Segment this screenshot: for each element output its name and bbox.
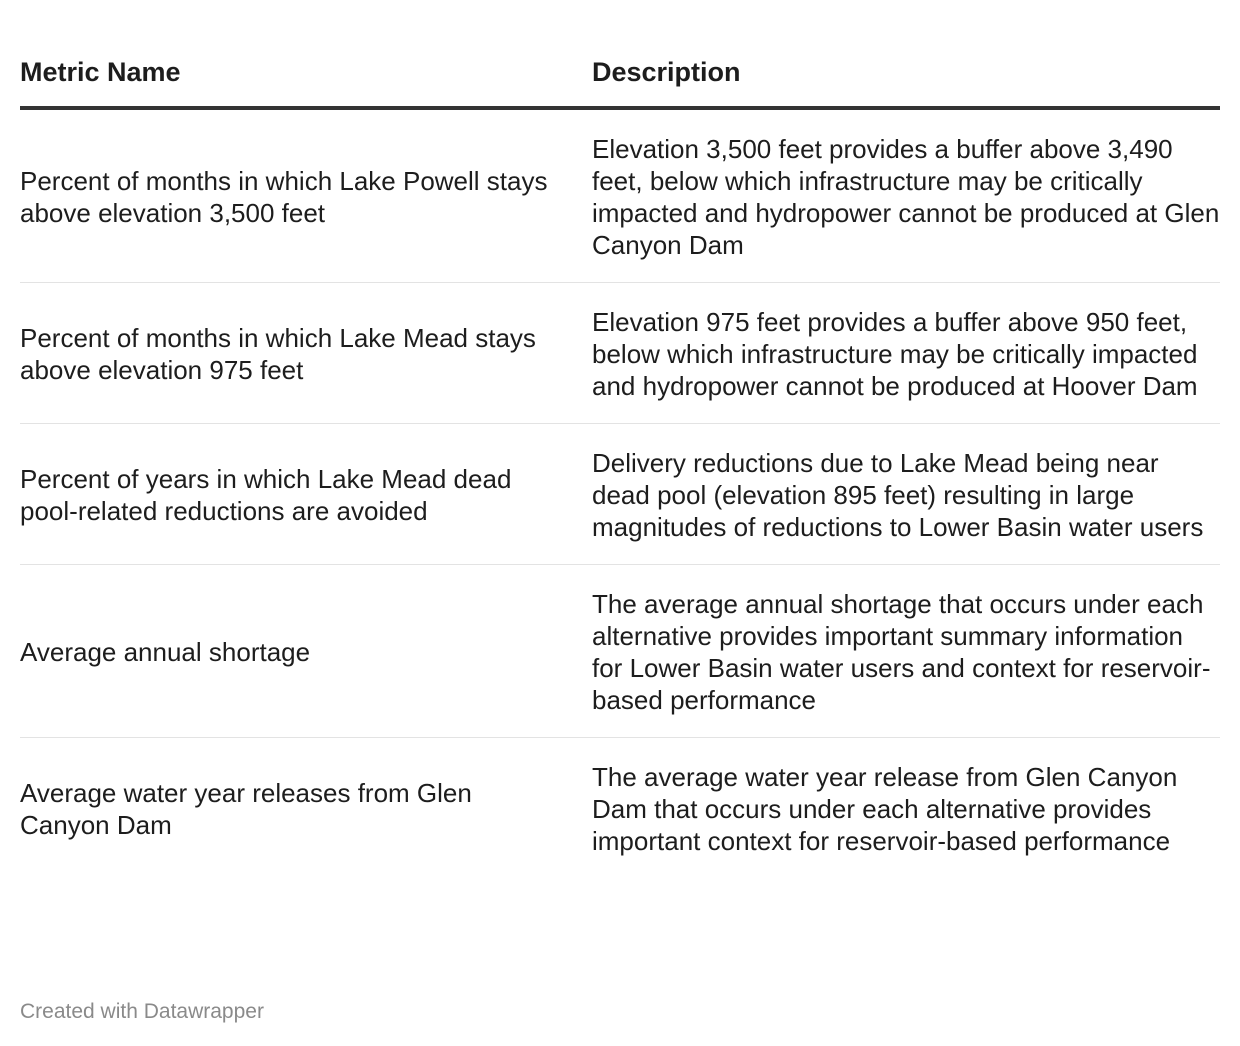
header-metric-name[interactable]: Metric Name xyxy=(20,0,592,108)
table-header xyxy=(20,0,1220,108)
description-cell: Elevation 3,500 feet provides a buffer above 3,490 feet, below which infrastructure may be critically impacted and hydropower cannot be produced at Glen Canyon Dam xyxy=(592,108,1220,283)
description-cell: Elevation 975 feet provides a buffer above 950 feet, below which infrastructure may be critically impacted and hydropower cannot be produced at Hoover Dam xyxy=(592,283,1220,424)
metric-cell: Percent of months in which Lake Powell stays above elevation 3,500 feet xyxy=(20,108,592,283)
table-body xyxy=(20,108,1220,878)
table-row xyxy=(20,565,1220,738)
table-row xyxy=(20,424,1220,565)
table-row xyxy=(20,283,1220,424)
description-cell: Delivery reductions due to Lake Mead being near dead pool (elevation 895 feet) resulting in large magnitudes of reductions to Lower Basin water users xyxy=(592,424,1220,565)
datawrapper-credit: Created with Datawrapper xyxy=(20,1000,264,1023)
metric-cell: Average water year releases from Glen Canyon Dam xyxy=(20,778,472,840)
header-row xyxy=(20,0,1220,108)
metric-cell: Average annual shortage xyxy=(20,565,592,738)
description-cell: The average water year release from Glen Canyon Dam that occurs under each alternative provides important context for reservoir-based performance xyxy=(592,762,1178,856)
table-row xyxy=(20,738,1220,879)
description-cell: The average annual shortage that occurs under each alternative provides important summary information for Lower Basin water users and context for reservoir-based performance xyxy=(592,565,1220,738)
table-container xyxy=(20,0,1220,878)
metric-cell: Percent of months in which Lake Mead stays above elevation 975 feet xyxy=(20,283,592,424)
metrics-table xyxy=(20,0,1220,878)
header-description[interactable]: Description xyxy=(592,0,1220,108)
metric-cell: Percent of years in which Lake Mead dead pool-related reductions are avoided xyxy=(20,424,592,565)
table-row xyxy=(20,108,1220,283)
